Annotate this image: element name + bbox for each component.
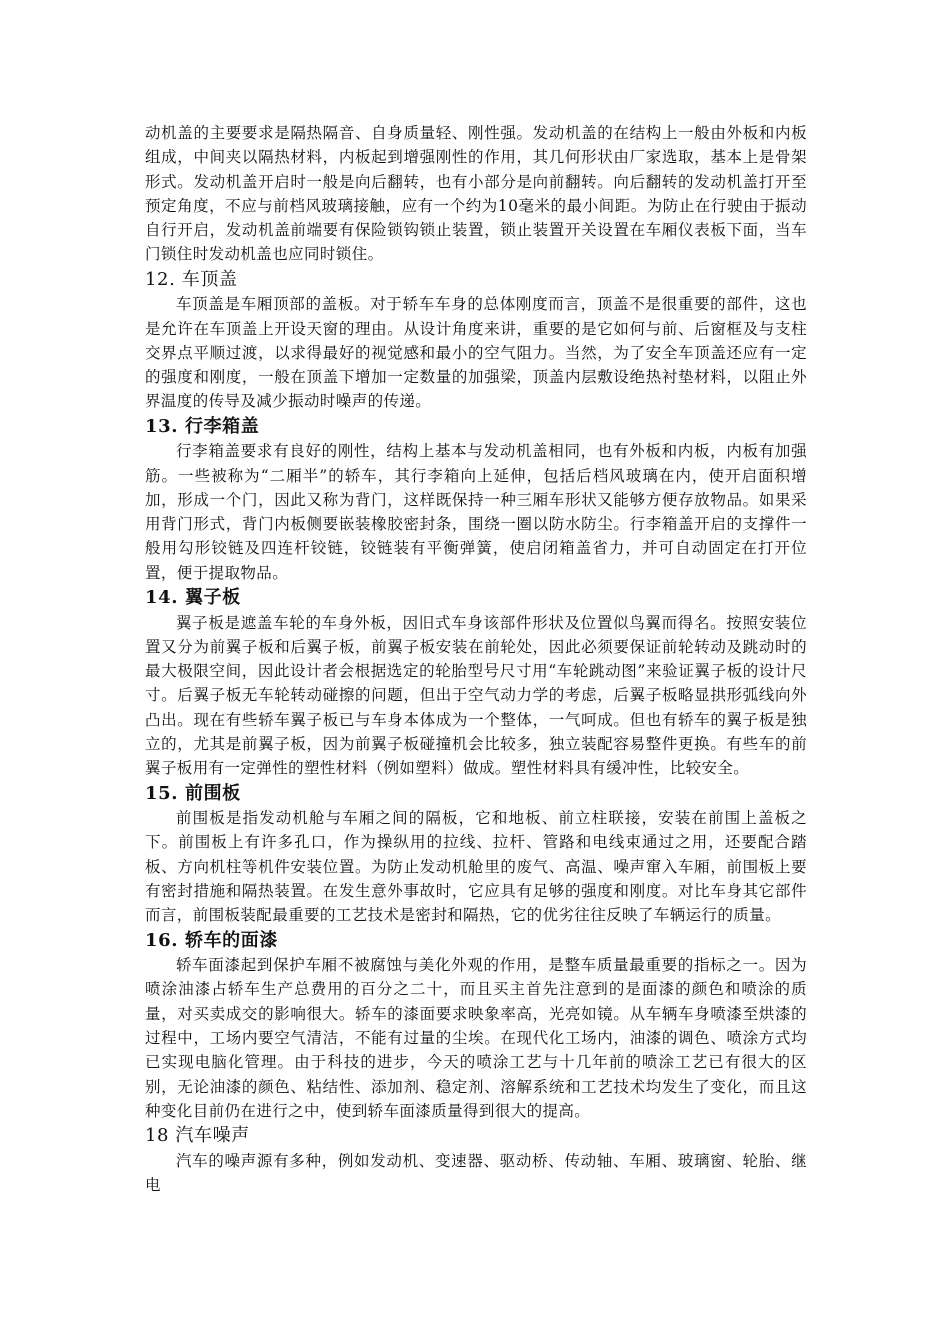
section-heading-topcoat: 16. 轿车的面漆 <box>145 929 278 951</box>
section-paragraph-vehicle-noise: 汽车的噪声源有多种，例如发动机、变速器、驱动桥、传动轴、车厢、玻璃窗、轮胎、继电 <box>145 1151 807 1194</box>
section-paragraph-roof-panel: 车顶盖是车厢顶部的盖板。对于轿车车身的总体刚度而言，顶盖不是很重要的部件，这也是允许在车顶盖上开设天窗的理由。从设计角度来讲，重要的是它如何与前、后窗框及与支柱交界点平顺过渡，以求得最好的视觉感和最小的空气阻力。当然，为了安全车顶盖还应有一定的强度和刚度，一般在顶盖下增加一定数量的加强梁，顶盖内层敷设绝热衬垫材料，以阻止外界温度的传导及减少振动时噪声的传递。 <box>145 295 807 411</box>
section-heading-firewall: 15. 前围板 <box>145 782 241 804</box>
section-heading-vehicle-noise: 18 汽车噪声 <box>145 1125 250 1147</box>
section-paragraph-trunk-lid: 行李箱盖要求有良好的刚性，结构上基本与发动机盖相同，也有外板和内板，内板有加强筋。一些被称为“二厢半”的轿车，其行李箱向上延伸，包括后档风玻璃在内，使开启面积增加，形成一个门，因此又称为背门，这样既保持一种三厢车形状又能够方便存放物品。如果采用背门形式，背门内板侧要嵌装橡胶密封条，围绕一圈以防水防尘。行李箱盖开启的支撑件一般用勾形铰链及四连杆铰链，铰链装有平衡弹簧，使启闭箱盖省力，并可自动固定在打开位置，便于提取物品。 <box>145 442 807 582</box>
section-heading-fender: 14. 翼子板 <box>145 587 241 609</box>
section-heading-trunk-lid: 13. 行李箱盖 <box>145 415 260 437</box>
section-heading-roof-panel: 12. 车顶盖 <box>145 268 238 290</box>
document-body <box>145 121 807 1197</box>
section-paragraph-firewall: 前围板是指发动机舱与车厢之间的隔板，它和地板、前立柱联接，安装在前围上盖板之下。前围板上有许多孔口，作为操纵用的拉线、拉杆、管路和电线束通过之用，还要配合踏板、方向机柱等机件安装位置。为防止发动机舱里的废气、高温、噪声窜入车厢，前围板上要有密封措施和隔热装置。在发生意外事故时，它应具有足够的强度和刚度。对比车身其它部件而言，前围板装配最重要的工艺技术是密封和隔热，它的优劣往往反映了车辆运行的质量。 <box>145 809 807 925</box>
intro-paragraph: 动机盖的主要要求是隔热隔音、自身质量轻、刚性强。发动机盖的在结构上一般由外板和内板组成，中间夹以隔热材料，内板起到增强刚性的作用，其几何形状由厂家选取，基本上是骨架形式。发动机盖开启时一般是向后翻转，也有小部分是向前翻转。向后翻转的发动机盖打开至预定角度，不应与前档风玻璃接触，应有一个约为10毫米的最小间距。为防止在行驶由于振动自行开启，发动机盖前端要有保险锁钩锁止装置，锁止装置开关设置在车厢仪表板下面，当车门锁住时发动机盖也应同时锁住。 <box>145 124 807 264</box>
section-paragraph-topcoat: 轿车面漆起到保护车厢不被腐蚀与美化外观的作用，是整车质量最重要的指标之一。因为喷涂油漆占轿车生产总费用的百分之二十，而且买主首先注意到的是面漆的颜色和喷涂的质量，对买卖成交的影响很大。轿车的漆面要求映象率高，光亮如镜。从车辆车身喷漆至烘漆的过程中，工场内要空气清洁，不能有过量的尘埃。在现代化工场内，油漆的调色、喷涂方式均已实现电脑化管理。由于科技的进步，今天的喷涂工艺与十几年前的喷涂工艺已有很大的区别，无论油漆的颜色、粘结性、添加剂、稳定剂、溶解系统和工艺技术均发生了变化，而且这种变化目前仍在进行之中，使到轿车面漆质量得到很大的提高。 <box>145 956 807 1120</box>
section-paragraph-fender: 翼子板是遮盖车轮的车身外板，因旧式车身该部件形状及位置似鸟翼而得名。按照安装位置又分为前翼子板和后翼子板，前翼子板安装在前轮处，因此必须要保证前轮转动及跳动时的最大极限空间，因此设计者会根据选定的轮胎型号尺寸用“车轮跳动图”来验证翼子板的设计尺寸。后翼子板无车轮转动碰擦的问题，但出于空气动力学的考虑，后翼子板略显拱形弧线向外凸出。现在有些轿车翼子板已与车身本体成为一个整体，一气呵成。但也有轿车的翼子板是独立的，尤其是前翼子板，因为前翼子板碰撞机会比较多，独立装配容易整件更换。有些车的前翼子板用有一定弹性的塑性材料（例如塑料）做成。塑性材料具有缓冲性，比较安全。 <box>145 613 807 778</box>
